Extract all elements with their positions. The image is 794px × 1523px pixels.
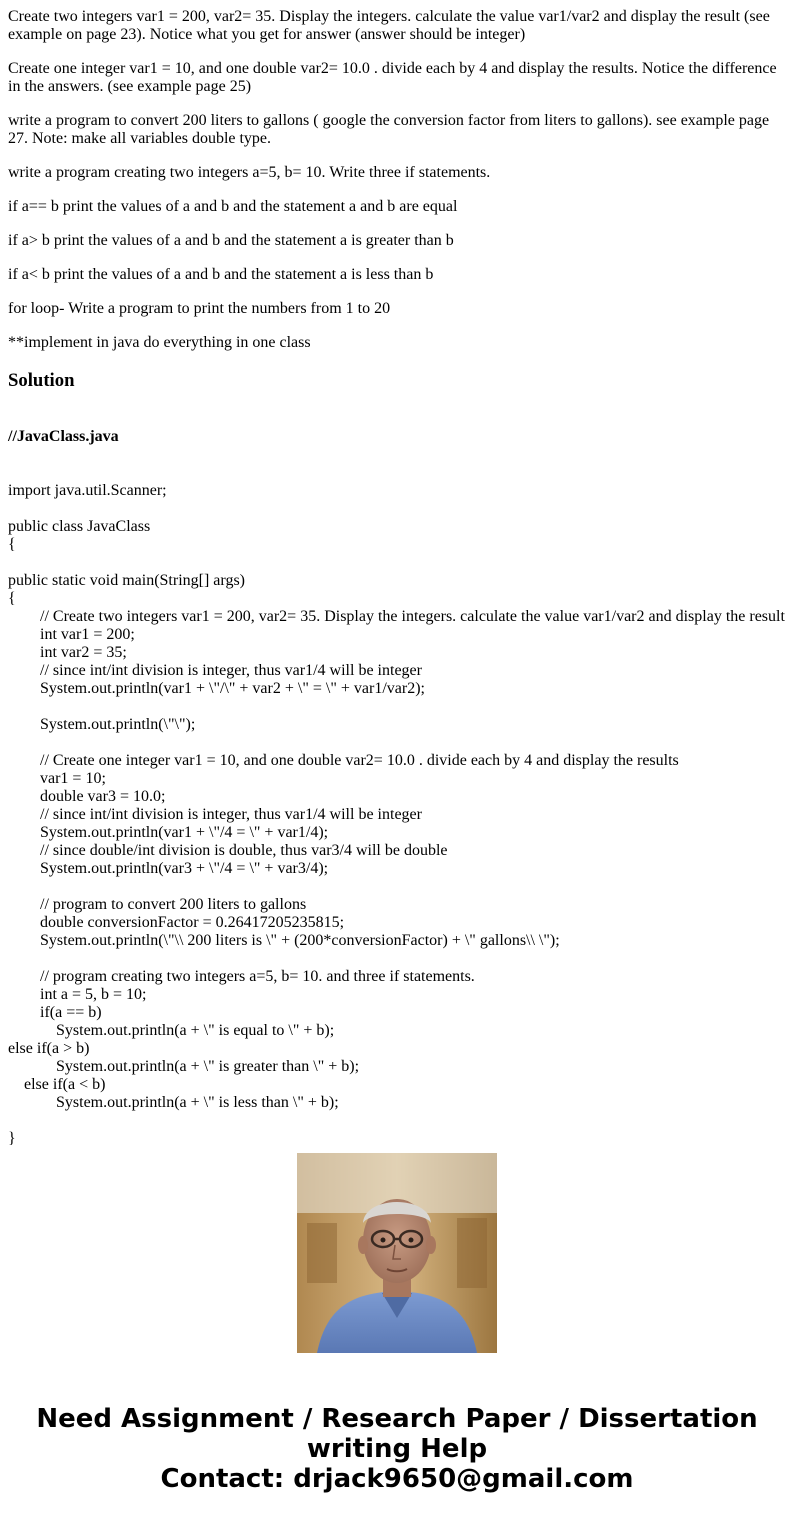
question-paragraph: if a> b print the values of a and b and the statement a is greater than b: [8, 232, 454, 249]
code-line: // since int/int division is integer, thus var1/4 will be integer: [8, 806, 422, 823]
code-line: [8, 950, 785, 968]
code-line: System.out.println(a + \" is equal to \" + b);: [8, 1022, 335, 1039]
code-line: {: [8, 590, 16, 607]
code-line: else if(a < b): [8, 1076, 106, 1093]
question-paragraph: write a program to convert 200 liters to gallons ( google the conversion factor from liters to gallons). see example page 27. Note: make all variables double type.: [8, 112, 770, 147]
code-line: // Create one integer var1 = 10, and one double var2= 10.0 . divide each by 4 and display the results: [8, 752, 679, 769]
code-line: public static void main(String[] args): [8, 572, 245, 589]
code-line: System.out.println(var1 + \"/\" + var2 + \" = \" + var1/var2);: [8, 680, 425, 697]
footer-line-3: Contact: drjack9650@gmail.com: [160, 1464, 634, 1494]
footer-line-2: writing Help: [306, 1434, 488, 1464]
code-line: // since double/int division is double, thus var3/4 will be double: [8, 842, 448, 859]
code-line: [8, 1112, 785, 1130]
code-line: [8, 554, 785, 572]
code-line: {: [8, 536, 16, 553]
code-line: [8, 698, 785, 716]
code-line: }: [8, 1130, 16, 1147]
code-line: int var1 = 200;: [8, 626, 135, 643]
question-paragraph: Create one integer var1 = 10, and one double var2= 10.0 . divide each by 4 and display the results. Notice the difference in the answers. (see example page 25): [8, 60, 777, 95]
code-line: int var2 = 35;: [8, 644, 127, 661]
code-line: if(a == b): [8, 1004, 102, 1021]
question-paragraph: for loop- Write a program to print the numbers from 1 to 20: [8, 300, 391, 317]
question-paragraph: if a== b print the values of a and b and the statement a and b are equal: [8, 198, 458, 215]
code-line: var1 = 10;: [8, 770, 106, 787]
footer-line-1: Need Assignment / Research Paper / Dissertation: [36, 1404, 758, 1434]
code-line: System.out.println(a + \" is less than \" + b);: [8, 1094, 339, 1111]
code-block: [8, 482, 785, 1148]
solution-code-area: [8, 428, 794, 1147]
code-line: // program to convert 200 liters to gallons: [8, 896, 307, 913]
code-line: [8, 734, 785, 752]
code-line: // Create two integers var1 = 200, var2= 35. Display the integers. calculate the value var1/var2 and display the result: [8, 608, 785, 625]
question-paragraph: write a program creating two integers a=5, b= 10. Write three if statements.: [8, 164, 491, 181]
code-line: System.out.println(\"\\ 200 liters is \" + (200*conversionFactor) + \" gallons\\ \");: [8, 932, 560, 949]
code-line: // program creating two integers a=5, b= 10. and three if statements.: [8, 968, 475, 985]
code-line: int a = 5, b = 10;: [8, 986, 147, 1003]
code-file-name: //JavaClass.java: [8, 428, 119, 445]
code-line: System.out.println(\"\");: [8, 716, 196, 733]
code-line: public class JavaClass: [8, 518, 151, 535]
code-line: // since int/int division is integer, thus var1/4 will be integer: [8, 662, 422, 679]
document-page: [8, 0, 788, 352]
code-line: [8, 500, 785, 518]
question-paragraph: if a< b print the values of a and b and the statement a is less than b: [8, 266, 434, 283]
code-line: System.out.println(var1 + \"/4 = \" + var1/4);: [8, 824, 329, 841]
author-avatar: [297, 1153, 497, 1353]
question-paragraph: Create two integers var1 = 200, var2= 35. Display the integers. calculate the value var1/var2 and display the result (see example on page 23). Notice what you get for answer (answer should be integer): [8, 8, 770, 43]
author-portrait-photo: [297, 1153, 497, 1353]
code-line: double conversionFactor = 0.26417205235815;: [8, 914, 345, 931]
code-line: else if(a > b): [8, 1040, 90, 1057]
code-line: [8, 878, 785, 896]
code-line: double var3 = 10.0;: [8, 788, 166, 805]
code-line: import java.util.Scanner;: [8, 482, 167, 499]
code-line: System.out.println(var3 + \"/4 = \" + var3/4);: [8, 860, 329, 877]
footer-banner: [0, 1404, 794, 1494]
solution-heading: Solution: [8, 370, 75, 391]
question-paragraph: **implement in java do everything in one class: [8, 334, 311, 351]
question-text: [8, 8, 788, 352]
code-line: System.out.println(a + \" is greater than \" + b);: [8, 1058, 360, 1075]
